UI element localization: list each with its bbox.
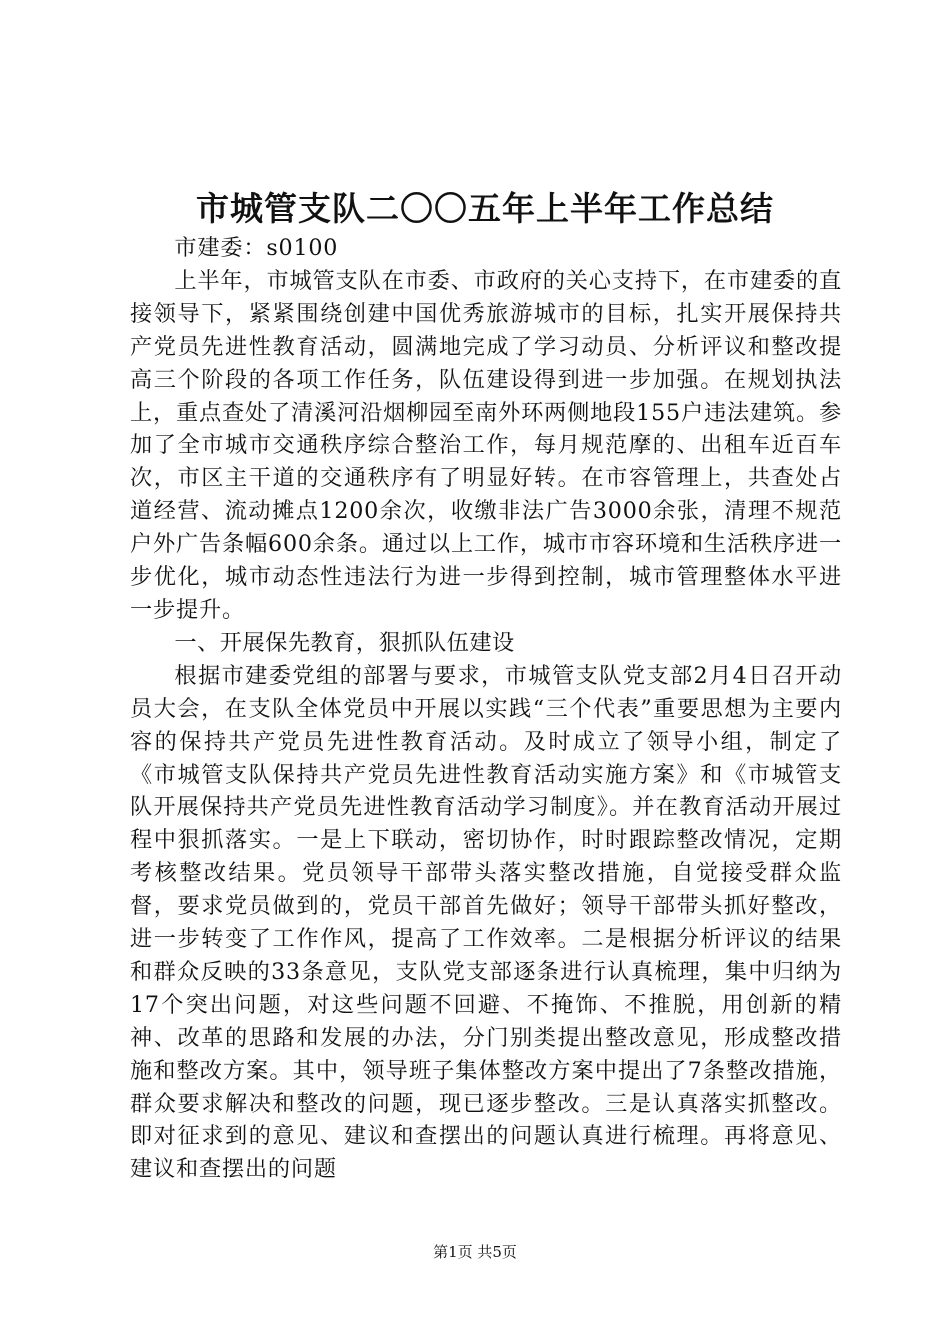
document-paragraph-section1: 根据市建委党组的部署与要求，市城管支队党支部2月4日召开动员大会，在支队全体党员中开展以实践“三个代表”重要思想为主要内容的保持共产党员先进性教育活动。及时成立了领导小组，制定了《市城管支队保持共产党员先进性教育活动实施方案》和《市城管支队开展保持共产党员先进性教育活动学习制度》。并在教育活动开展过程中狠抓落实。一是上下联动，密切协作，时时跟踪整改情况，定期考核整改结果。党员领导干部带头落实整改措施，自觉接受群众监督，要求党员做到的，党员干部首先做好；领导干部带头抓好整改，进一步转变了工作作风，提高了工作效率。二是根据分析评议的结果和群众反映的33条意见，支队党支部逐条进行认真梳理，集中归纳为17个突出问题，对这些问题不回避、不掩饰、不推脱，用创新的精神、改革的思路和发展的办法，分门别类提出整改意见，形成整改措施和整改方案。其中，领导班子集体整改方案中提出了7条整改措施，群众要求解决和整改的问题，现已逐步整改。三是认真落实抓整改。即对征求到的意见、建议和查摆出的问题认真进行梳理。再将意见、建议和查摆出的问题 bbox=[130, 662, 842, 1183]
document-paragraph-intro: 上半年，市城管支队在市委、市政府的关心支持下，在市建委的直接领导下，紧紧围绕创建中国优秀旅游城市的目标，扎实开展保持共产党员先进性教育活动，圆满地完成了学习动员、分析评议和整改提高三个阶段的各项工作任务，队伍建设得到进一步加强。在规划执法上，重点查处了清溪河沿烟柳园至南外环两侧地段155户违法建筑。参加了全市城市交通秩序综合整治工作，每月规范摩的、出租车近百车次，市区主干道的交通秩序有了明显好转。在市容管理上，共查处占道经营、流动摊点1200余次，收缴非法广告3000余张，清理不规范户外广告条幅600余条。通过以上工作，城市市容环境和生活秩序进一步优化，城市动态性违法行为进一步得到控制，城市管理整体水平进一步提升。 bbox=[130, 267, 842, 623]
page-number-label: 第1页 共5页 bbox=[433, 1243, 517, 1261]
document-author-line: 市建委：s0100 bbox=[174, 235, 339, 261]
page-footer bbox=[0, 1242, 950, 1262]
document-section-heading: 一、开展保先教育，狠抓队伍建设 bbox=[174, 629, 515, 656]
document-title: 市城管支队二〇〇五年上半年工作总结 bbox=[196, 189, 774, 228]
document-body bbox=[130, 232, 842, 1186]
